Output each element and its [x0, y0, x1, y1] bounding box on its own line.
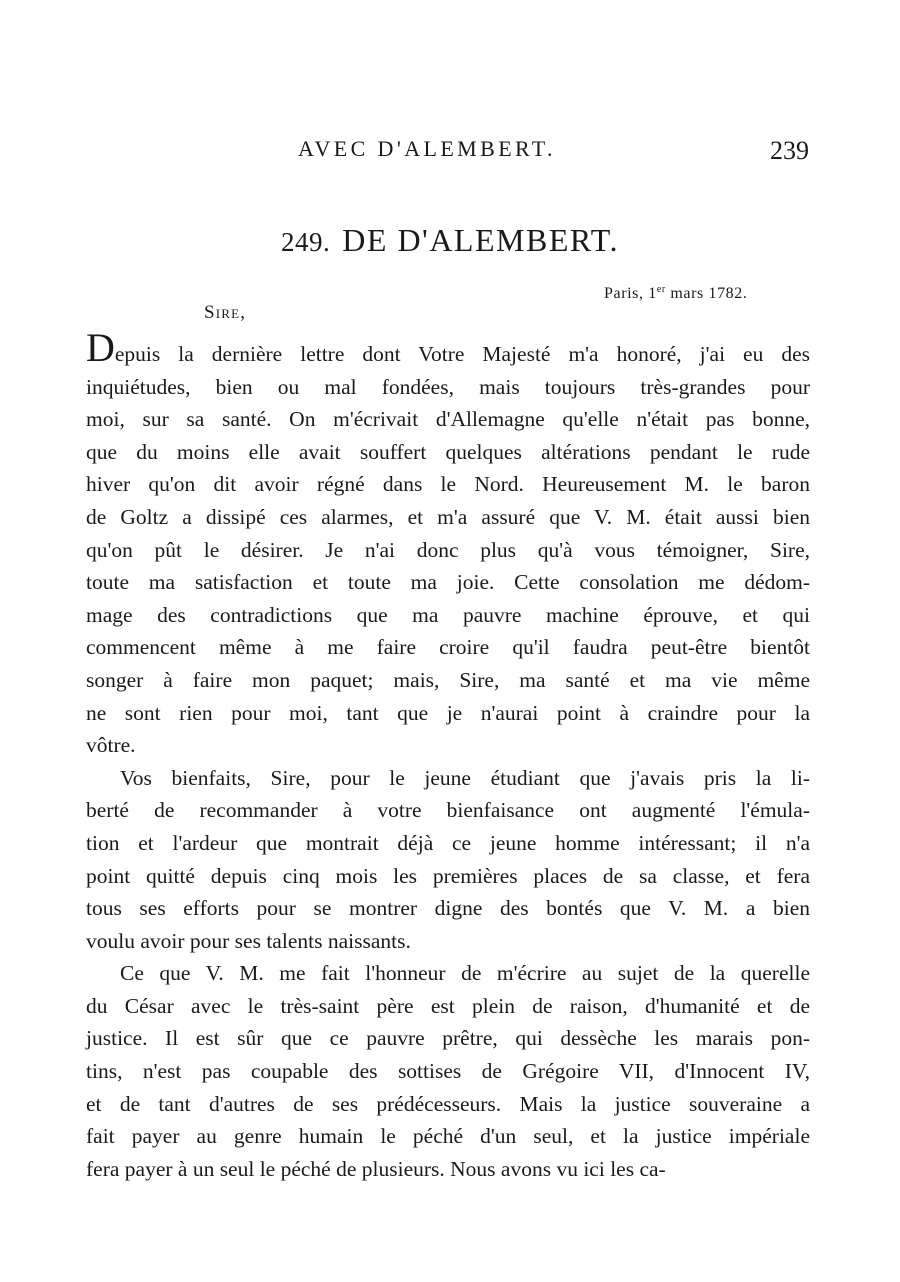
line-text: et de tant d'autres de ses prédécesseurs. Mais la justice souveraine a — [86, 1091, 810, 1116]
text-line — [86, 1022, 810, 1055]
paragraph — [86, 957, 810, 1185]
text-line — [86, 468, 810, 501]
letter-heading — [0, 222, 900, 259]
text-line — [86, 501, 810, 534]
line-text: de Goltz a dissipé ces alarmes, et m'a assuré que V. M. était aussi bien — [86, 504, 810, 529]
text-line — [86, 1120, 810, 1153]
line-text: qu'on pût le désirer. Je n'ai donc plus qu'à vous témoigner, Sire, — [86, 537, 810, 562]
text-line — [86, 925, 810, 958]
text-line — [86, 566, 810, 599]
paragraph — [86, 762, 810, 958]
line-text: fera payer à un seul le péché de plusieurs. Nous avons vu ici les ca- — [86, 1156, 666, 1181]
text-line — [86, 664, 810, 697]
salutation: Sire, — [204, 302, 247, 323]
date-rest: mars 1782. — [665, 285, 748, 302]
text-line — [86, 1088, 810, 1121]
line-text: songer à faire mon paquet; mais, Sire, ma santé et ma vie même — [86, 667, 810, 692]
line-text: moi, sur sa santé. On m'écrivait d'Allemagne qu'elle n'était pas bonne, — [86, 407, 810, 432]
paragraph — [86, 325, 810, 762]
text-line — [86, 794, 810, 827]
text-line — [86, 599, 810, 632]
text-line — [86, 631, 810, 664]
page-number: 239 — [770, 136, 809, 165]
drop-cap: D — [86, 325, 115, 370]
text-line — [86, 957, 810, 990]
line-text: berté de recommander à votre bienfaisance ont augmenté l'émula- — [86, 798, 810, 823]
line-text: point quitté depuis cinq mois les premières places de sa classe, et fera — [86, 863, 810, 888]
letter-number: 249. — [281, 227, 331, 257]
line-text: voulu avoir pour ses talents naissants. — [86, 928, 411, 953]
text-line — [86, 860, 810, 893]
line-text: mage des contradictions que ma pauvre machine éprouve, et qui — [86, 602, 810, 627]
text-line — [86, 325, 810, 371]
running-head — [0, 136, 900, 170]
text-line — [86, 827, 810, 860]
text-line — [86, 403, 810, 436]
running-title: AVEC D'ALEMBERT. — [298, 136, 556, 161]
text-line — [86, 371, 810, 404]
line-text: tous ses efforts pour se montrer digne des bontés que V. M. a bien — [86, 896, 810, 921]
line-text: vôtre. — [86, 733, 136, 758]
line-text: Vos bienfaits, Sire, pour le jeune étudiant que j'avais pris la li- — [120, 765, 810, 790]
letter-title: DE D'ALEMBERT. — [342, 222, 619, 258]
line-text: ne sont rien pour moi, tant que je n'aurai point à craindre pour la — [86, 700, 810, 725]
letter-body — [86, 325, 810, 1185]
line-text: hiver qu'on dit avoir régné dans le Nord. Heureusement M. le baron — [86, 472, 810, 497]
line-text: du César avec le très-saint père est plein de raison, d'humanité et de — [86, 993, 810, 1018]
text-line — [86, 990, 810, 1023]
line-text: Ce que V. M. me fait l'honneur de m'écrire au sujet de la querelle — [120, 961, 810, 986]
line-text: tion et l'ardeur que montrait déjà ce jeune homme intéressant; il n'a — [86, 830, 810, 855]
text-line — [86, 534, 810, 567]
paragraphs — [86, 325, 810, 1185]
line-text: justice. Il est sûr que ce pauvre prêtre, qui dessèche les marais pon- — [86, 1026, 810, 1051]
letter-date — [604, 284, 747, 303]
line-text: epuis la dernière lettre dont Votre Majesté m'a honoré, j'ai eu des — [114, 342, 810, 366]
date-superscript: er — [656, 284, 666, 295]
line-text: commencent même à me faire croire qu'il faudra peut-être bientôt — [86, 635, 810, 660]
line-text: toute ma satisfaction et toute ma joie. Cette consolation me dédom- — [86, 570, 810, 595]
text-line — [86, 892, 810, 925]
text-line — [86, 729, 810, 762]
text-line — [86, 762, 810, 795]
text-line — [86, 1153, 810, 1186]
text-line — [86, 1055, 810, 1088]
date-place: Paris, 1 — [604, 285, 657, 302]
line-text: inquiétudes, bien ou mal fondées, mais toujours très-grandes pour — [86, 374, 810, 399]
text-line — [86, 436, 810, 469]
line-text: fait payer au genre humain le péché d'un seul, et la justice impériale — [86, 1124, 810, 1149]
line-text: tins, n'est pas coupable des sottises de Grégoire VII, d'Innocent IV, — [86, 1059, 810, 1084]
line-text: que du moins elle avait souffert quelques altérations pendant le rude — [86, 439, 810, 464]
text-line — [86, 697, 810, 730]
